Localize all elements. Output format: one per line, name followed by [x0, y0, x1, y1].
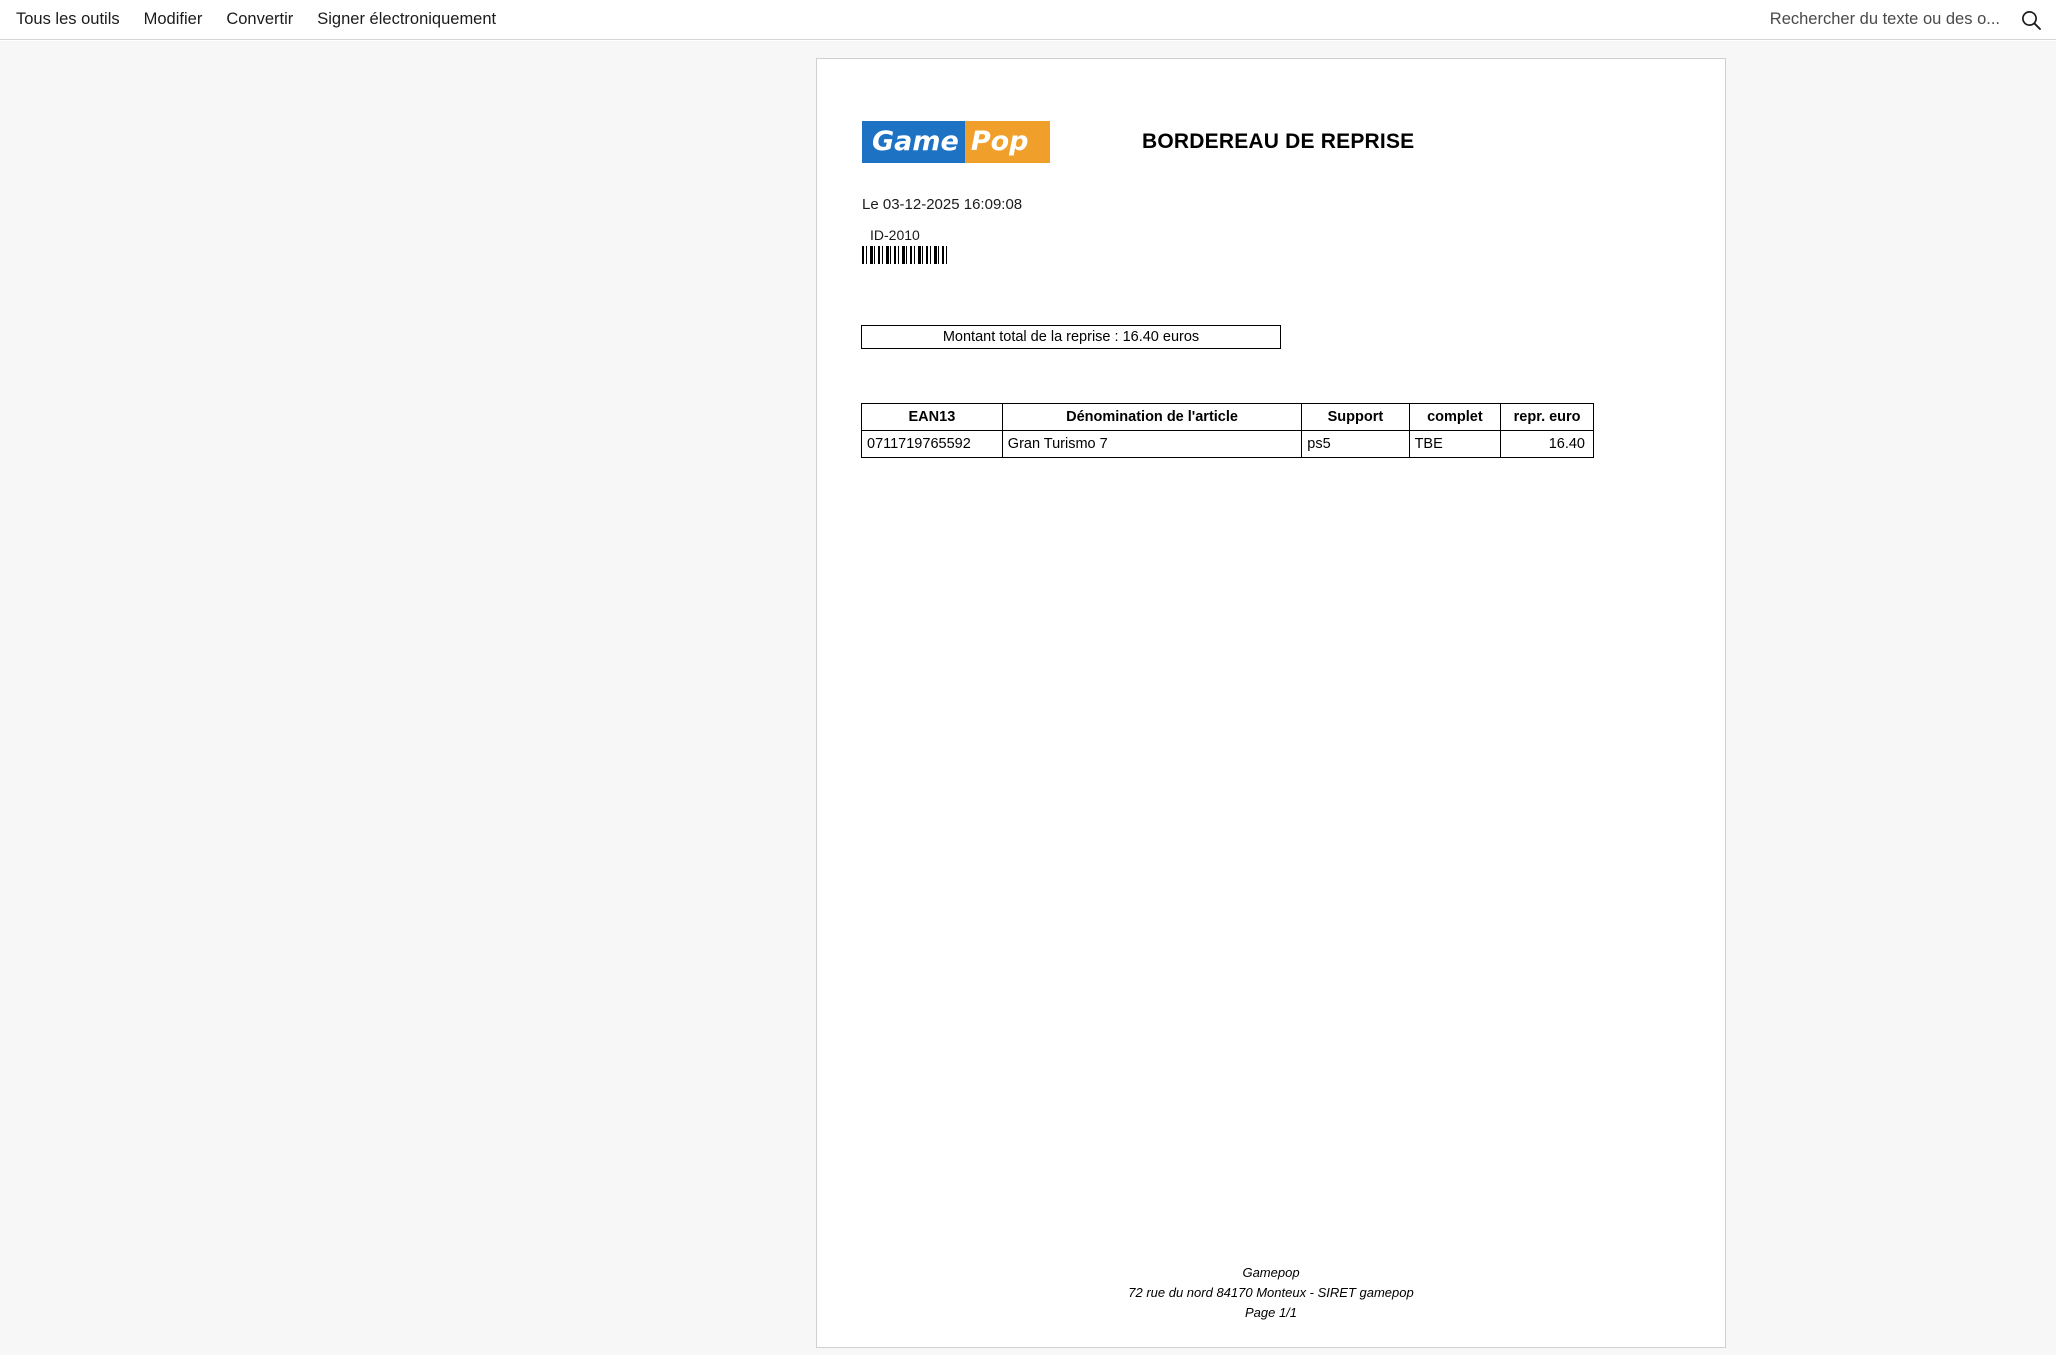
- search-area: [1770, 0, 2056, 39]
- page-title: BORDEREAU DE REPRISE: [1142, 130, 1415, 153]
- barcode-image: [862, 246, 948, 264]
- cell-support: ps5: [1302, 431, 1409, 458]
- cell-complet: TBE: [1409, 431, 1501, 458]
- cell-ean13: 0711719765592: [862, 431, 1003, 458]
- table-row: [862, 431, 1594, 458]
- footer-company: Gamepop: [1242, 1265, 1300, 1280]
- gamepop-logo: [862, 121, 1050, 163]
- top-menu-bar: [0, 0, 2056, 40]
- menu-group: [0, 0, 508, 39]
- total-amount-box: Montant total de la reprise : 16.40 euros: [861, 325, 1281, 349]
- menu-modifier[interactable]: Modifier: [143, 10, 203, 28]
- cell-repr-euro: 16.40: [1501, 431, 1594, 458]
- footer-page-number: Page 1/1: [1244, 1305, 1298, 1320]
- footer-address: 72 rue du nord 84170 Monteux - SIRET gamepop: [1128, 1285, 1414, 1300]
- logo-text-game: Game: [862, 121, 965, 163]
- barcode-id-label: ID-2010: [870, 227, 920, 243]
- items-table: [861, 403, 1594, 458]
- column-header-repr-euro: repr. euro: [1501, 404, 1594, 431]
- table-header-row: [862, 404, 1594, 431]
- menu-convertir[interactable]: Convertir: [226, 10, 294, 28]
- logo-text-pop: Pop: [965, 121, 1050, 163]
- search-input[interactable]: Rechercher du texte ou des o...: [1769, 10, 2000, 28]
- column-header-denomination: Dénomination de l'article: [1002, 404, 1302, 431]
- menu-signer-electroniquement[interactable]: Signer électroniquement: [317, 10, 497, 28]
- document-date: Le 03-12-2025 16:09:08: [862, 196, 1023, 213]
- cell-denomination: Gran Turismo 7: [1002, 431, 1302, 458]
- pdf-viewer[interactable]: [0, 41, 2056, 1355]
- search-icon[interactable]: [2018, 7, 2044, 33]
- column-header-ean13: EAN13: [862, 404, 1003, 431]
- document-footer: [817, 1263, 1725, 1323]
- pdf-page: [816, 58, 1726, 1348]
- menu-tous-les-outils[interactable]: Tous les outils: [16, 10, 120, 28]
- column-header-support: Support: [1302, 404, 1409, 431]
- barcode-block: [862, 227, 948, 264]
- column-header-complet: complet: [1409, 404, 1501, 431]
